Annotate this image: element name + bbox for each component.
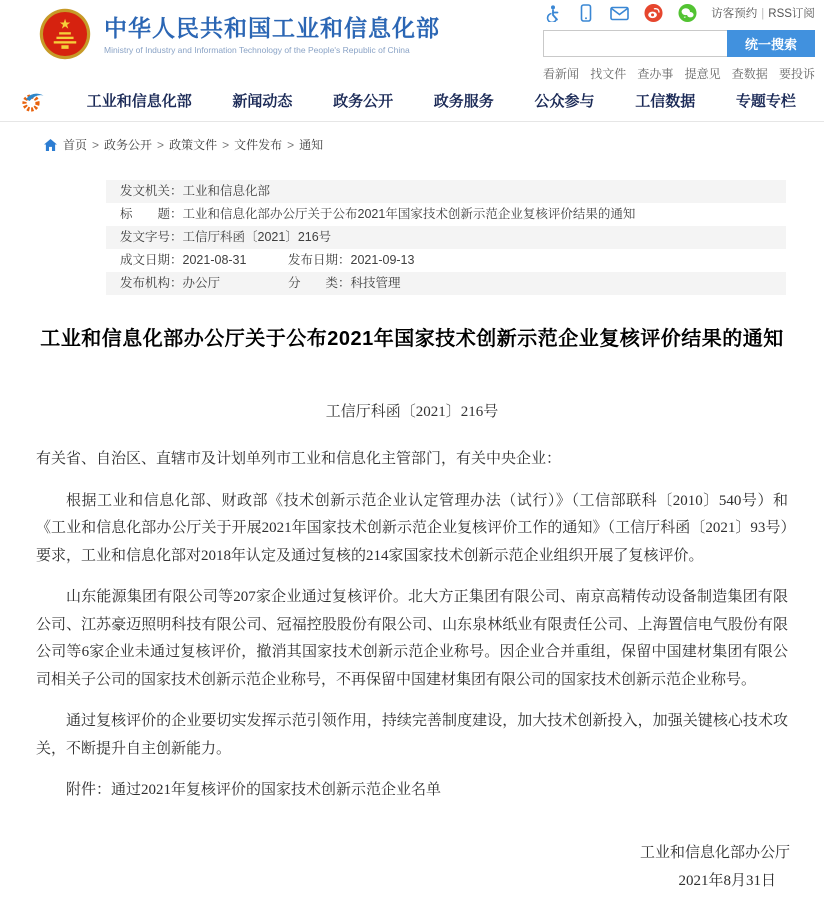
header-top-links (711, 5, 815, 21)
site-title: 中华人民共和国工业和信息化部 (104, 14, 440, 41)
quick-link-complaint[interactable]: 要投诉 (778, 67, 815, 81)
breadcrumb-policy[interactable]: 政策文件 (169, 138, 218, 152)
header-right (543, 2, 815, 82)
meta-pair-publish-date (288, 249, 414, 272)
signature-date: 2021年8月31日 (678, 872, 776, 889)
national-emblem-icon (38, 7, 92, 61)
meta-row-dates (106, 249, 786, 272)
meta-label-title: 标 题： (120, 207, 183, 221)
nav-item-topics[interactable]: 专题专栏 (735, 93, 796, 110)
wechat-icon[interactable] (678, 4, 697, 23)
meta-row-doc-number (106, 226, 786, 249)
meta-value-title: 工业和信息化部办公厅关于公布2021年国家技术创新示范企业复核评价结果的通知 (182, 207, 636, 221)
quick-link-data[interactable]: 查数据 (731, 67, 768, 81)
breadcrumb-release[interactable]: 文件发布 (234, 138, 283, 152)
requirements-paragraph: 通过复核评价的企业要切实发挥示范引领作用，持续完善制度建设，加大技术创新投入，加强关键核心技术攻关，不断提升自主创新能力。 (36, 713, 788, 757)
nav-item-data[interactable]: 工信数据 (635, 93, 696, 110)
site-subtitle-en: Ministry of Industry and Information Technology of the People's Republic of China (104, 44, 410, 55)
breadcrumb-home[interactable]: 首页 (63, 138, 88, 152)
document-meta-table (106, 180, 786, 295)
site-logo[interactable] (38, 7, 440, 61)
nav-item-participation[interactable]: 公众参与 (534, 93, 595, 110)
quick-link-files[interactable]: 找文件 (590, 67, 627, 81)
attachment-line: 附件：通过2021年复核评价的国家技术创新示范企业名单 (66, 782, 442, 798)
meta-label-publish-org: 发布机构： (120, 276, 183, 290)
document-number-line: 工信厅科函〔2021〕216号 (325, 404, 499, 420)
mail-icon[interactable] (610, 4, 629, 23)
quick-links (543, 65, 815, 82)
site-title-block (104, 14, 440, 55)
meta-value-written-date: 2021-08-31 (182, 253, 247, 267)
header-icon-row (543, 2, 815, 24)
weibo-icon[interactable] (644, 4, 663, 23)
basis-paragraph: 根据工业和信息化部、财政部《技术创新示范企业认定管理办法（试行）》（工信部联科〔2010〕540号）和《工业和信息化部办公厅关于开展2021年国家技术创新示范企业复核评价工作的通知》（工信厅科函〔2021〕93号）要求，工业和信息化部对2018年认定及通过复核的214家国家技术创新示范企业组织开展了复核评价。 (36, 492, 788, 564)
breadcrumb-notice[interactable]: 通知 (299, 138, 324, 152)
meta-label-doc-number: 发文字号： (120, 230, 183, 244)
results-paragraph: 山东能源集团有限公司等207家企业通过复核评价。北大方正集团有限公司、南京高精传动设备制造集团有限公司、江苏豪迈照明科技有限公司、冠福控股股份有限公司、山东泉林纸业有限责任公司、上海置信电气股份有限公司等6家企业未通过复核评价，撤消其国家技术创新示范企业称号。因企业合并重组，保留中国建材集团有限公司相关子公司的国家技术创新示范企业称号，不再保留中国建材集团有限公司的国家技术创新示范企业称号。 (36, 589, 788, 688)
home-icon (44, 139, 57, 151)
breadcrumb-separator: > (222, 137, 230, 152)
salutation-paragraph: 有关省、自治区、直辖市及计划单列市工业和信息化主管部门，有关中央企业： (36, 451, 562, 467)
breadcrumb-separator: > (157, 137, 165, 152)
nav-item-news[interactable]: 新闻动态 (232, 93, 293, 110)
search-bar (543, 30, 815, 57)
meta-row-authority (106, 180, 786, 203)
svg-text:★: ★ (58, 16, 72, 32)
breadcrumb-separator: > (287, 137, 295, 152)
meta-value-publish-date: 2021-09-13 (350, 253, 415, 267)
visitor-booking-link[interactable]: 访客预约 (711, 8, 758, 20)
accessibility-icon[interactable] (543, 4, 562, 23)
meta-pair-category (288, 272, 401, 295)
miit-gear-logo-icon (20, 88, 46, 114)
breadcrumb-disclosure[interactable]: 政务公开 (104, 138, 153, 152)
signature-block (0, 839, 824, 895)
breadcrumb (0, 122, 824, 153)
nav-item-disclosure[interactable]: 政务公开 (333, 93, 394, 110)
meta-label-publish-date: 发布日期： (288, 253, 351, 267)
quick-link-feedback[interactable]: 提意见 (684, 67, 721, 81)
main-nav (0, 80, 824, 122)
quick-link-news[interactable]: 看新闻 (543, 67, 580, 81)
nav-item-services[interactable]: 政务服务 (433, 93, 494, 110)
document-body (0, 446, 824, 805)
search-input[interactable] (543, 30, 727, 57)
meta-row-org-category (106, 272, 786, 295)
meta-value-publish-org: 办公厅 (182, 276, 221, 290)
unified-search-button[interactable]: 统一搜索 (727, 30, 815, 57)
site-header (0, 0, 824, 80)
meta-value-doc-number: 工信厅科函〔2021〕216号 (182, 230, 332, 244)
rss-link[interactable]: RSS订阅 (768, 8, 815, 20)
meta-label-authority: 发文机关： (120, 184, 183, 198)
breadcrumb-separator: > (92, 137, 100, 152)
meta-label-category: 分 类： (288, 276, 351, 290)
meta-pair-publish-org (120, 272, 288, 295)
meta-row-title (106, 203, 786, 226)
signature-org: 工业和信息化部办公厅 (639, 844, 790, 861)
mobile-icon[interactable] (577, 4, 596, 23)
meta-value-category: 科技管理 (350, 276, 401, 290)
meta-label-written-date: 成文日期： (120, 253, 183, 267)
document-title: 工业和信息化部办公厅关于公布2021年国家技术创新示范企业复核评价结果的通知 (40, 328, 784, 350)
top-link-separator: | (761, 8, 765, 20)
meta-value-authority: 工业和信息化部 (182, 184, 271, 198)
quick-link-services[interactable]: 查办事 (637, 67, 674, 81)
meta-pair-written-date (120, 249, 288, 272)
nav-item-miit[interactable]: 工业和信息化部 (86, 93, 192, 110)
